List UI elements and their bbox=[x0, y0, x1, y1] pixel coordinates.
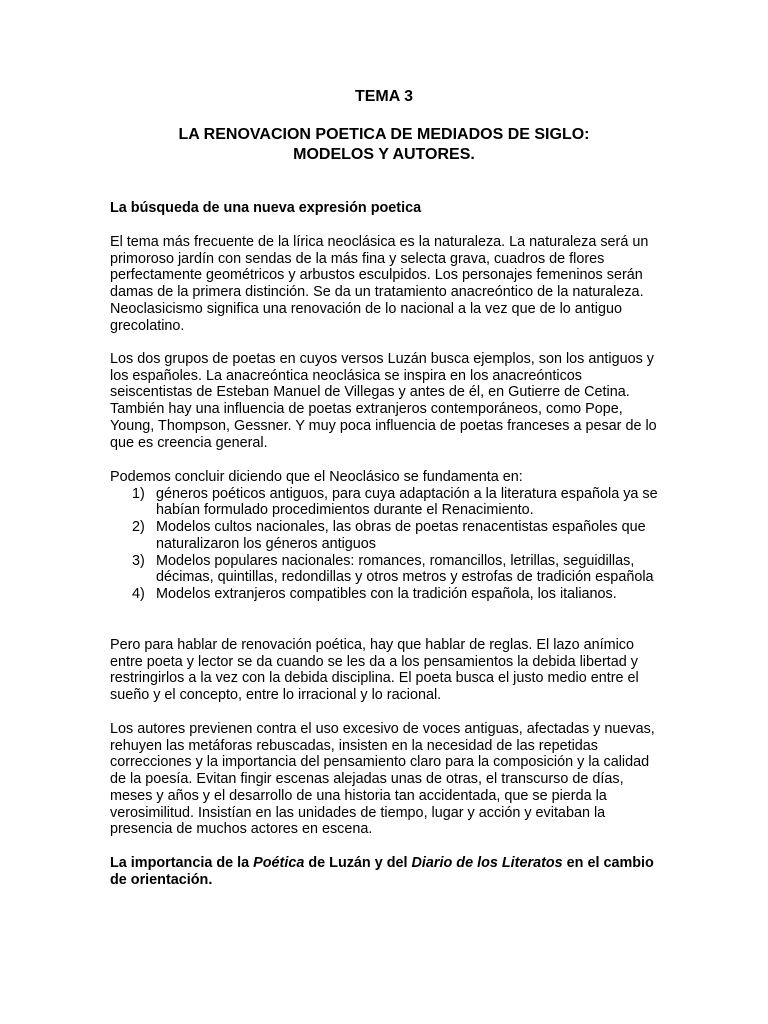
chapter-label: TEMA 3 bbox=[354, 88, 414, 105]
title-line-2: MODELOS Y AUTORES. bbox=[293, 146, 475, 163]
list-item bbox=[110, 553, 662, 586]
list-item-number: 4) bbox=[132, 585, 145, 602]
paragraph-2 bbox=[110, 351, 662, 451]
list-item bbox=[110, 519, 662, 552]
closing-heading-part: La importancia de la bbox=[110, 855, 254, 871]
paragraph-text: Pero para hablar de renovación poética, hay que hablar de reglas. El lazo anímico entre poeta y lector se da cuando se les da a los pensamientos la debida libertad y restringirlos a la vez con la debida disciplina. El poeta busca el justo medio entre el sueño y el concepto, entre lo irracional y lo racional. bbox=[110, 637, 639, 704]
closing-heading bbox=[110, 855, 662, 888]
list-item bbox=[110, 486, 662, 519]
paragraph-5 bbox=[110, 721, 662, 838]
paragraph-text: Podemos concluir diciendo que el Neoclásico se fundamenta en: bbox=[110, 469, 523, 485]
paragraph-text: El tema más frecuente de la lírica neoclásica es la naturaleza. La naturaleza será un primoroso jardín con sendas de la más fina y selecta grava, cuadros de flores perfectamente geométricos y arbustos esculpidos. Los personajes femeninos serán damas de la primera distinción. Se da un tratamiento anacreóntico de la naturaleza. Neoclasicismo significa una renovación de lo nacional a la vez que de lo antiguo grecolatino. bbox=[110, 234, 649, 334]
closing-heading-part: de Luzán y del bbox=[304, 855, 412, 871]
closing-heading-text bbox=[110, 855, 662, 888]
closing-heading-part: en el cambio de orientación. bbox=[110, 855, 654, 888]
list-item-number: 2) bbox=[132, 519, 145, 536]
list-item-text: Modelos cultos nacionales, las obras de poetas renacentistas españoles que naturalizaron los géneros antiguos bbox=[156, 519, 646, 552]
paragraph-3 bbox=[110, 469, 662, 603]
paragraph-text: Los dos grupos de poetas en cuyos versos Luzán busca ejemplos, son los antiguos y los españoles. La anacreóntica neoclásica se inspira en los anacreónticos seiscentistas de Esteban Manuel de Villegas y antes de él, en Gutierre de Cetina. También hay una influencia de poetas extranjeros contemporáneos, como Pope, Young, Thompson, Gessner. Y muy poca influencia de poetas franceses a pesar de lo que es creencia general. bbox=[110, 351, 657, 451]
paragraph-text: Los autores previenen contra el uso excesivo de voces antiguas, afectadas y nuevas, rehuyen las metáforas rebuscadas, insisten en la necesidad de las repetidas correcciones y la importancia del pensamiento claro para la composición y la calidad de la poesía. Evitan fingir escenas alejadas unas de otras, el transcurso de días, meses y años y el desarrollo de una historia tan accidentada, que se pierda la verosimilitud. Insistían en las unidades de tiempo, lugar y acción y evitaban la presencia de muchos actores en escena. bbox=[110, 721, 655, 838]
section-heading bbox=[110, 200, 662, 217]
closing-heading-title-diario: Diario de los Literatos bbox=[411, 855, 563, 871]
page-title bbox=[100, 125, 668, 165]
list-item-text: Modelos populares nacionales: romances, romancillos, letrillas, seguidillas, décimas, quintillas, redondillas y otros metros y estrofas de tradición española bbox=[156, 552, 654, 586]
section-heading-text: La búsqueda de una nueva expresión poetica bbox=[110, 200, 422, 216]
foundations-list bbox=[110, 486, 662, 603]
list-item-text: Modelos extranjeros compatibles con la tradición española, los italianos. bbox=[156, 585, 617, 602]
title-line-1: LA RENOVACION POETICA DE MEDIADOS DE SIGLO: bbox=[178, 126, 590, 143]
closing-heading-title-poetica: Poética bbox=[253, 855, 305, 871]
paragraph-1 bbox=[110, 234, 662, 334]
list-item-number: 3) bbox=[132, 552, 145, 569]
list-item bbox=[110, 586, 662, 603]
paragraph-4 bbox=[110, 637, 662, 704]
list-item-number: 1) bbox=[132, 485, 145, 502]
list-item-text: géneros poéticos antiguos, para cuya adaptación a la literatura española ya se habían formulado procedimientos durante el Renacimiento. bbox=[156, 485, 658, 519]
